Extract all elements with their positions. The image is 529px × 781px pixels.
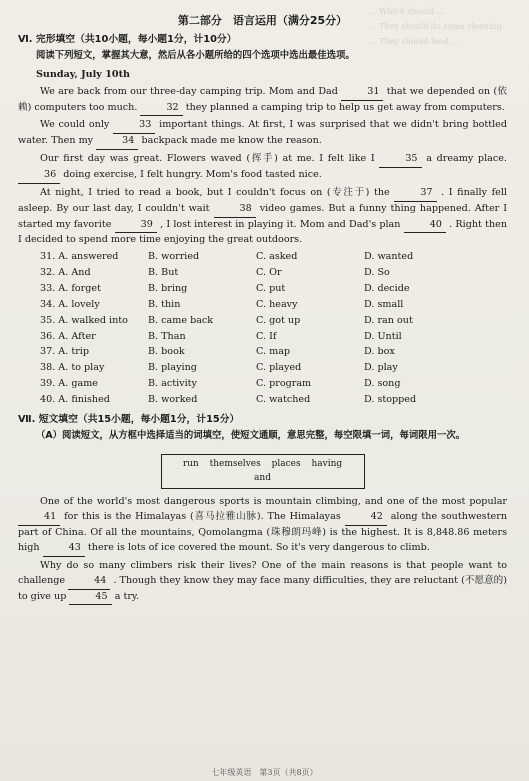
blank-44: 44 — [68, 574, 110, 590]
word-box-item: and — [254, 472, 271, 483]
option-32-A: 32. A. And — [40, 267, 91, 279]
option-31-D: D. wanted — [364, 251, 414, 263]
short-section-title: Ⅶ. 短文填空（共15小题，每小题1分，计15分） — [18, 413, 240, 425]
option-33-B: B. bring — [148, 282, 188, 294]
option-33-C: C. put — [256, 282, 286, 294]
cloze-section-title: Ⅵ. 完形填空（共10小题，每小题1分，计10分） — [18, 34, 237, 46]
option-35-A: 35. A. walked into — [40, 314, 128, 326]
option-34-D: D. small — [364, 298, 404, 310]
diary-date: Sunday, July 10th — [36, 68, 130, 80]
word-box-item: having — [311, 458, 343, 469]
option-35-C: C. got up — [256, 314, 301, 326]
option-39-B: B. activity — [148, 378, 197, 390]
option-37-C: C. map — [256, 346, 291, 358]
option-34-C: C. heavy — [256, 298, 298, 310]
blank-36: 36 — [18, 168, 60, 184]
option-37-B: B. book — [148, 346, 185, 358]
option-31-A: 31. A. answered — [40, 251, 119, 263]
cloze-instruction: 阅读下列短文，掌握其大意，然后从各小题所给的四个选项中选出最佳选项。 — [36, 50, 355, 62]
option-38-D: D. play — [364, 362, 398, 374]
option-34-A: 34. A. lovely — [40, 298, 100, 310]
blank-40: 40 — [404, 218, 446, 234]
blank-38: 38 — [214, 202, 256, 218]
blank-32: 32 — [140, 101, 182, 117]
option-33-A: 33. A. forget — [40, 282, 101, 294]
blank-39: 39 — [115, 218, 157, 234]
option-31-B: B. worried — [148, 251, 200, 263]
short-instruction: （A）阅读短文，从方框中选择适当的词填空，使短文通顺，意思完整，每空限填一词，每词限用一次。 — [36, 430, 466, 442]
page-footer: 七年级英语 第3页（共8页） — [211, 767, 318, 777]
option-39-D: D. song — [364, 378, 401, 390]
blank-34: 34 — [96, 134, 138, 150]
option-32-C: C. Or — [256, 267, 282, 279]
cloze-options — [40, 250, 507, 408]
blank-41: 41 — [18, 510, 60, 526]
word-box-item: run — [182, 458, 199, 469]
option-35-D: D. ran out — [364, 314, 413, 326]
option-33-D: D. decide — [364, 282, 410, 294]
option-40-C: C. watched — [256, 393, 311, 405]
option-39-C: C. program — [256, 378, 312, 390]
option-34-B: B. thin — [148, 298, 181, 310]
option-31-C: C. asked — [256, 251, 298, 263]
cloze-paragraph-3: Our first day was great. Flowers waved (挥手) at me. I felt like I 35 a dreamy place. 36 doing exercise, I felt hungry. Mom's food tasted nice. — [18, 152, 507, 184]
short-paragraph-1: One of the world's most dangerous sports is mountain climbing, and one of the most popular 41 for this is the Himalayas (喜马拉雅山脉). The Himalayas 42 along the southwestern part of China. Of all the mountains, Qomolangma (珠穆朗玛峰) is the highest. It is 8,848.86 meters high 43 there is lots of ice covered the mount. So it's very dangerous to climb. — [18, 495, 507, 556]
blank-37: 37 — [394, 186, 436, 202]
option-32-B: B. But — [148, 267, 179, 279]
option-40-D: D. stopped — [364, 393, 417, 405]
bleed-through-text: ... Which should ... ... They should do some cleaning. ... They should feed ... — [369, 7, 505, 47]
option-37-A: 37. A. trip — [40, 346, 89, 358]
cloze-paragraph-1: We are back from our three-day camping trip. Mom and Dad 31 that we depended on (依赖) computers too much. 32 they planned a camping trip to help us get away from computers. — [18, 85, 507, 117]
word-box-item: places — [271, 458, 301, 469]
short-paragraph-2: Why do so many climbers risk their lives? One of the main reasons is that people want to challenge 44 . Though they know they may face many difficulties, they are reluctant (不愿意的) to give up 45 a try. — [18, 559, 507, 606]
option-32-D: D. So — [364, 267, 390, 279]
option-39-A: 39. A. game — [40, 378, 98, 390]
blank-35: 35 — [379, 152, 421, 168]
blank-43: 43 — [43, 541, 85, 557]
word-box-item: themselves — [209, 458, 261, 469]
option-36-B: B. Than — [148, 330, 186, 342]
option-38-B: B. playing — [148, 362, 197, 374]
blank-45: 45 — [69, 590, 111, 606]
cloze-paragraph-4: At night, I tried to read a book, but I couldn't focus on (专注于) the 37 . I finally fell asleep. By our last day, I couldn't wait 38 video games. But a funny thing happened. After I started my favorite 39 , I lost interest in playing it. Mom and Dad's plan 40 . Right then I decided to spend more time enjoying the great outdoors. — [18, 186, 508, 246]
option-36-A: 36. A. After — [40, 330, 96, 342]
blank-31: 31 — [341, 85, 383, 101]
option-40-B: B. worked — [148, 393, 198, 405]
blank-33: 33 — [113, 118, 155, 134]
option-37-D: D. box — [364, 346, 395, 358]
option-36-C: C. If — [256, 330, 277, 342]
option-38-C: C. played — [256, 362, 302, 374]
option-36-D: D. Until — [364, 330, 402, 342]
blank-42: 42 — [345, 510, 387, 526]
cloze-paragraph-2: We could only 33 important things. At first, I was surprised that we didn't bring bottled water. Then my 34 backpack made me know the reason. — [18, 118, 507, 150]
option-40-A: 40. A. finished — [40, 393, 110, 405]
word-box — [161, 454, 365, 490]
option-38-A: 38. A. to play — [40, 362, 105, 374]
part-title: 第二部分 语言运用（满分25分） — [177, 14, 348, 27]
option-35-B: B. came back — [148, 314, 214, 326]
